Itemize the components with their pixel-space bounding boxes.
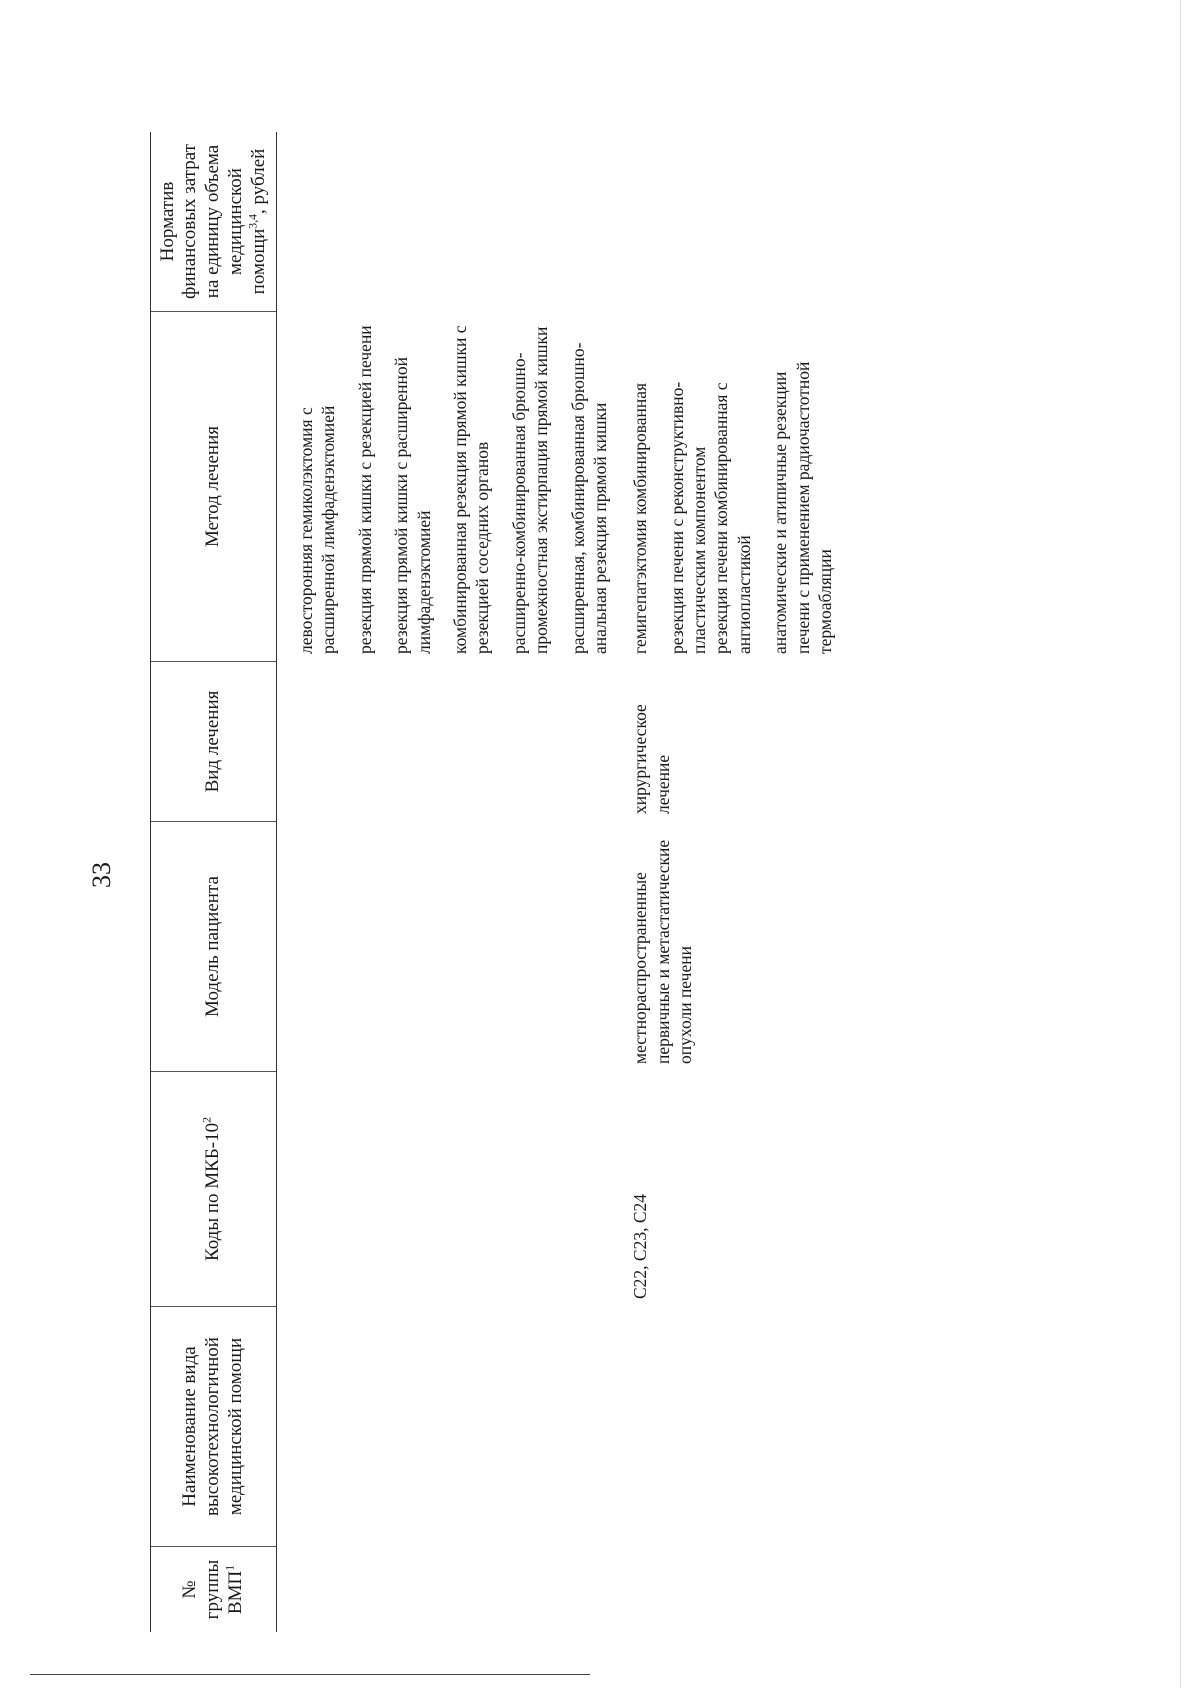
method-item: расширенная, комбинированная брюшно-анальная резекция прямой кишки [567,342,610,654]
header-patient-model: Модель пациента [151,822,276,1072]
patient-model-cell: местнораспространенные первичные и метастатические опухоли печени [630,839,696,1064]
method-item: резекция прямой кишки с расширенной лимфаденэктомией [391,356,434,654]
header-treatment-method: Метод лечения [151,312,276,662]
method-item: левосторонняя гемиколэктомия с расширенной лимфаденэктомией [296,405,339,654]
header-treatment-type: Вид лечения [151,662,276,822]
table-header [150,132,277,1632]
icd-codes-cell: С22, С23, С24 [630,1193,651,1299]
method-item: резекция печени с реконструктивно-пластическим компонентом [666,381,710,654]
page-number: 33 [87,862,116,888]
rotated-page [0,88,1200,1688]
scan-edge-line [30,1674,590,1675]
method-item: резекция прямой кишки с резекцией печени [354,325,375,654]
header-name: Наименование вида высокотехнологичной медицинской помощи [151,1307,276,1547]
method-item: анатомические и атипичные резекции печени с применением радиочастотной термоабляции [770,361,836,654]
table-row [295,132,625,1632]
methods-cell [295,312,625,662]
method-item: резекция печени комбинированная с ангиопластикой [711,382,754,654]
vmp-table [150,132,850,1632]
method-item: гемигепатэктомия комбинированная [630,382,651,654]
method-item: комбинированная резекция прямой кишки с резекцией соседних органов [449,325,493,654]
header-icd-codes: Коды по МКБ-$10^2$ [151,1072,276,1307]
methods-cell [629,312,850,662]
table-row [629,132,850,1632]
scan-faint-line [1180,0,1181,1688]
header-group-no: № группы ВМП$^1$ [179,1559,246,1620]
method-item: расширенно-комбинированная брюшно-промежностная экстирпация прямой кишки [508,326,552,654]
header-norm: Норматив финансовых затрат на единицу объема медицинской помощи$^{3,4}$, рублей [151,132,276,312]
treatment-type-cell: хирургическое лечение [630,704,673,814]
